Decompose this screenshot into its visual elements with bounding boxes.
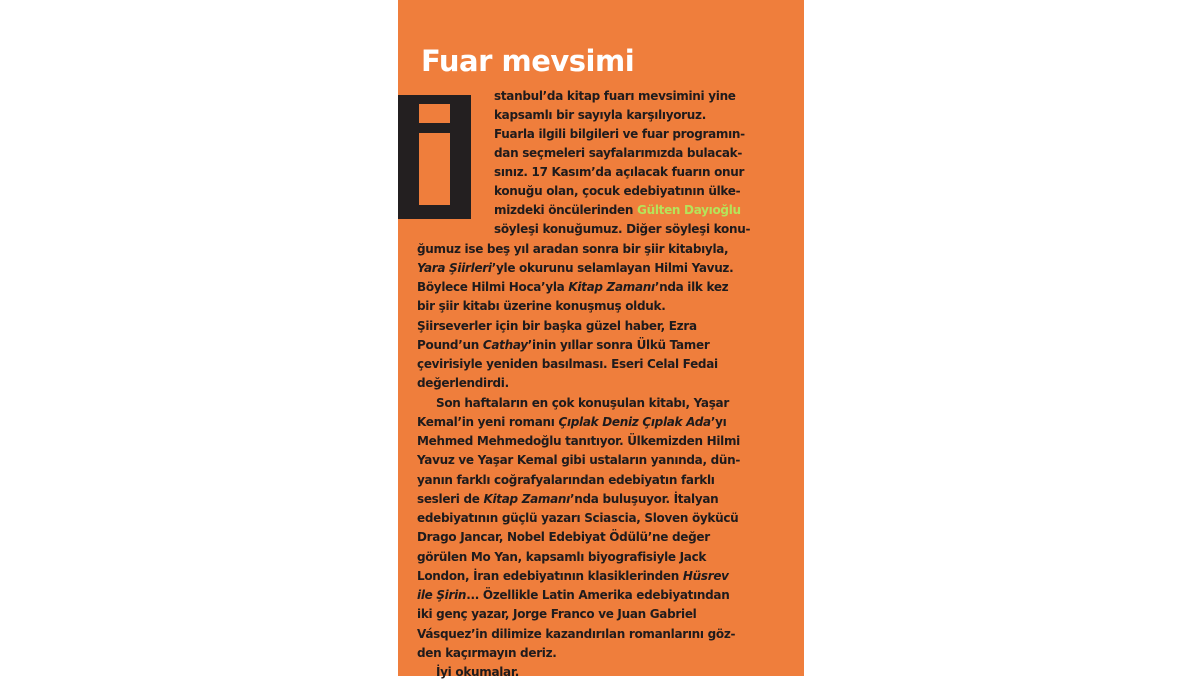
text-line: Son haftaların en çok konuşulan kitabı, Yaşar <box>436 396 729 410</box>
text-run: mizdeki öncülerinden <box>494 203 638 217</box>
article-body <box>398 0 804 679</box>
text-run: ’inin yıllar sonra Ülkü Tamer <box>527 338 710 352</box>
text-line: Mehmed Mehmedoğlu tanıtıyor. Ülkemizden Hilmi <box>417 434 740 448</box>
text-line: iki genç yazar, Jorge Franco ve Juan Gabriel <box>417 607 697 621</box>
text-line: sınız. 17 Kasım’da açılacak fuarın onur <box>494 165 745 179</box>
text-line: Fuarla ilgili bilgileri ve fuar programın- <box>494 127 745 141</box>
text-line <box>417 413 726 432</box>
text-line: yanın farklı coğrafyalarından edebiyatın farklı <box>417 473 715 487</box>
magazine-title: Kitap Zamanı <box>568 280 655 294</box>
book-title: Yara Şiirleri <box>417 261 492 275</box>
text-line: söyleşi konuğumuz. Diğer söyleşi konu- <box>494 222 751 236</box>
text-run: ’yle okurunu selamlayan Hilmi Yavuz. <box>491 261 734 275</box>
article-panel <box>398 0 804 679</box>
text-line: İyi okumalar. <box>436 665 520 679</box>
text-line: dan seçmeleri sayfalarımızda bulacak- <box>494 146 743 160</box>
text-run: ’yı <box>710 415 727 429</box>
text-line: Yavuz ve Yaşar Kemal gibi ustaların yanında, dün- <box>417 453 741 467</box>
text-line: Şiirseverler için bir başka güzel haber, Ezra <box>417 319 697 333</box>
text-run: ’nda ilk kez <box>654 280 729 294</box>
text-line: bir şiir kitabı üzerine konuşmuş olduk. <box>417 299 666 313</box>
text-line <box>417 336 709 355</box>
text-run: ... Özellikle Latin Amerika edebiyatından <box>466 588 730 602</box>
text-line: Vásquez’in dilimize kazandırılan romanlarını göz- <box>417 627 736 641</box>
text-line <box>417 567 729 586</box>
book-title: Cathay <box>482 338 528 352</box>
book-title: Hüsrev <box>682 569 729 583</box>
text-line: den kaçırmayın deriz. <box>417 646 557 660</box>
text-run: Böylece Hilmi Hoca’yla <box>417 280 569 294</box>
highlighted-name: Gülten Dayıoğlu <box>637 203 741 217</box>
book-title: ile Şirin <box>417 588 467 602</box>
book-title: Çıplak Deniz Çıplak Ada <box>558 415 711 429</box>
magazine-title: Kitap Zamanı <box>483 492 570 506</box>
text-run: sesleri de <box>417 492 484 506</box>
text-line <box>417 278 728 297</box>
text-line <box>494 201 741 220</box>
text-run: Kemal’in yeni romanı <box>417 415 559 429</box>
article-title: Fuar mevsimi <box>421 44 635 78</box>
text-run: Pound’un <box>417 338 483 352</box>
text-line: konuğu olan, çocuk edebiyatının ülke- <box>494 184 741 198</box>
text-run: ’nda buluşuyor. İtalyan <box>569 492 719 506</box>
text-line: stanbul’da kitap fuarı mevsimini yine <box>494 89 736 103</box>
text-line: Drago Jancar, Nobel Edebiyat Ödülü’ne değer <box>417 530 710 544</box>
text-line: değerlendirdi. <box>417 376 509 390</box>
text-line: kapsamlı bir sayıyla karşılıyoruz. <box>494 108 706 122</box>
text-line: edebiyatının güçlü yazarı Sciascia, Sloven öykücü <box>417 511 739 525</box>
text-line: ğumuz ise beş yıl aradan sonra bir şiir kitabıyla, <box>417 242 729 256</box>
text-line <box>417 259 733 278</box>
text-line <box>417 490 718 509</box>
text-line: çevirisiyle yeniden basılması. Eseri Celal Fedai <box>417 357 718 371</box>
text-run: London, İran edebiyatının klasiklerinden <box>417 569 683 583</box>
text-line: görülen Mo Yan, kapsamlı biyografisiyle Jack <box>417 550 707 564</box>
text-line <box>417 586 729 605</box>
